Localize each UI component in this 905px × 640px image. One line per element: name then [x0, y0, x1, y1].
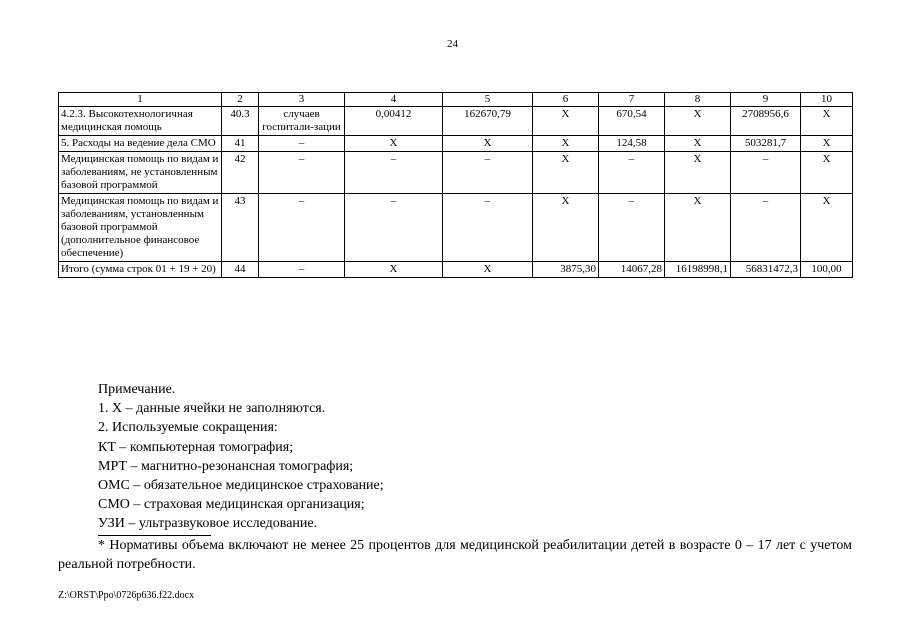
row-name-cell: Медицинская помощь по видам и заболеваниям, не установленным базовой программой: [59, 152, 222, 194]
table-row: [59, 152, 853, 194]
line-number-cell: 42: [222, 152, 259, 194]
value-cell: –: [345, 194, 443, 262]
value-cell: 162670,79: [443, 107, 533, 136]
header-cell: 1: [59, 93, 222, 107]
data-table: [58, 92, 853, 278]
value-cell: –: [443, 194, 533, 262]
value-cell: X: [533, 152, 599, 194]
table-row: [59, 107, 853, 136]
value-cell: X: [801, 136, 853, 152]
unit-cell: –: [259, 152, 345, 194]
value-cell: 503281,7: [731, 136, 801, 152]
line-number-cell: 44: [222, 262, 259, 278]
header-cell: 6: [533, 93, 599, 107]
value-cell: –: [599, 194, 665, 262]
page-number: 24: [447, 38, 458, 50]
value-cell: X: [801, 152, 853, 194]
value-cell: 2708956,6: [731, 107, 801, 136]
value-cell: X: [665, 152, 731, 194]
value-cell: 100,00: [801, 262, 853, 278]
note-item: КТ – компьютерная томография;: [98, 439, 294, 455]
value-cell: X: [345, 262, 443, 278]
unit-cell: –: [259, 194, 345, 262]
line-number-cell: 41: [222, 136, 259, 152]
header-cell: 9: [731, 93, 801, 107]
value-cell: X: [345, 136, 443, 152]
value-cell: 14067,28: [599, 262, 665, 278]
value-cell: 0,00412: [345, 107, 443, 136]
value-cell: X: [533, 136, 599, 152]
value-cell: X: [801, 194, 853, 262]
value-cell: X: [801, 107, 853, 136]
value-cell: X: [665, 107, 731, 136]
value-cell: 3875,30: [533, 262, 599, 278]
table-row-total: [59, 262, 853, 278]
unit-cell: –: [259, 136, 345, 152]
line-number-cell: 40.3: [222, 107, 259, 136]
value-cell: –: [731, 152, 801, 194]
value-cell: X: [665, 136, 731, 152]
row-name-cell: 4.2.3. Высокотехнологичная медицинская помощь: [59, 107, 222, 136]
header-cell: 10: [801, 93, 853, 107]
unit-cell: случаев госпитали-зации: [259, 107, 345, 136]
value-cell: –: [443, 152, 533, 194]
note-item: СМО – страховая медицинская организация;: [98, 497, 365, 513]
header-cell: 3: [259, 93, 345, 107]
value-cell: X: [533, 194, 599, 262]
table-row: [59, 194, 853, 262]
unit-cell: –: [259, 262, 345, 278]
line-number-cell: 43: [222, 194, 259, 262]
note-item: ОМС – обязательное медицинское страхование;: [98, 478, 384, 494]
notes-heading: Примечание.: [98, 382, 176, 397]
note-item: МРТ – магнитно-резонансная томография;: [98, 458, 354, 474]
note-item: 1. X – данные ячейки не заполняются.: [98, 401, 326, 417]
notes-section: [98, 380, 384, 534]
value-cell: –: [731, 194, 801, 262]
header-cell: 7: [599, 93, 665, 107]
value-cell: 16198998,1: [665, 262, 731, 278]
value-cell: 670,54: [599, 107, 665, 136]
value-cell: –: [345, 152, 443, 194]
table-row: [59, 136, 853, 152]
value-cell: X: [665, 194, 731, 262]
value-cell: 56831472,3: [731, 262, 801, 278]
file-path: Z:\ORST\Ppo\0726p636.f22.docx: [58, 590, 195, 601]
note-item: УЗИ – ультразвуковое исследование.: [98, 516, 318, 532]
value-cell: X: [533, 107, 599, 136]
header-cell: 5: [443, 93, 533, 107]
row-name-cell: Итого (сумма строк 01 + 19 + 20): [59, 262, 222, 278]
value-cell: –: [599, 152, 665, 194]
value-cell: X: [443, 262, 533, 278]
header-cell: 8: [665, 93, 731, 107]
note-item: 2. Используемые сокращения:: [98, 420, 278, 436]
value-cell: X: [443, 136, 533, 152]
row-name-cell: Медицинская помощь по видам и заболеваниям, установленным базовой программой (дополнительное финансовое обеспечение): [59, 194, 222, 262]
row-name-cell: 5. Расходы на ведение дела СМО: [59, 136, 222, 152]
header-cell: 2: [222, 93, 259, 107]
table-header-row: [59, 93, 853, 107]
footnote: * Нормативы объема включают не менее 25 процентов для медицинской реабилитации детей в возрасте 0 – 17 лет с учетом реальной потребности.: [58, 538, 852, 572]
header-cell: 4: [345, 93, 443, 107]
value-cell: 124,58: [599, 136, 665, 152]
